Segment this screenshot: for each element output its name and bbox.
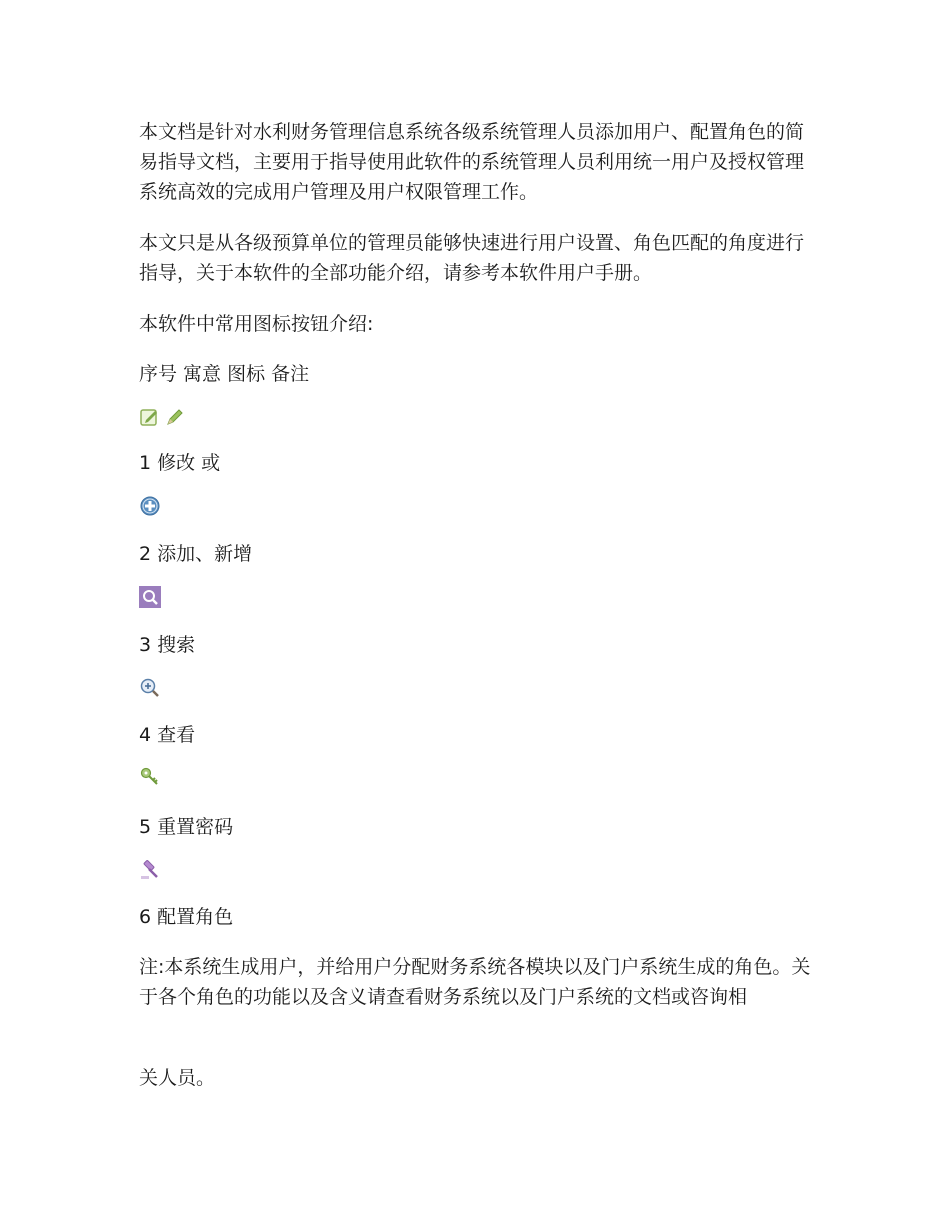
- add-circle-icon: [139, 495, 161, 517]
- intro-paragraph-1: 本文档是针对水利财务管理信息系统各级系统管理人员添加用户、配置角色的简易指导文档，主要用于指导使用此软件的系统管理人员利用统一用户及授权管理系统高效的完成用户管理及用户权限管理工作。: [139, 121, 805, 203]
- icon-row-6: [139, 858, 161, 882]
- gavel-icon: [139, 859, 161, 881]
- intro-paragraph-2: 本文只是从各级预算单位的管理员能够快速进行用户设置、角色匹配的角度进行指导，关于本软件的全部功能介绍，请参考本软件用户手册。: [139, 232, 805, 284]
- icon-row-2: [139, 494, 161, 518]
- icon-label-5: 5 重置密码: [139, 816, 234, 838]
- search-icon: [139, 586, 161, 608]
- pencil-icon: [164, 406, 186, 428]
- intro-paragraph-3: 本软件中常用图标按钮介绍:: [139, 313, 374, 335]
- icon-label-1: 1 修改 或: [139, 452, 221, 474]
- zoom-in-icon: [139, 677, 161, 699]
- icon-label-3: 3 搜索: [139, 634, 196, 656]
- icon-label-6: 6 配置角色: [139, 906, 234, 928]
- icon-row-1: [139, 405, 186, 429]
- icon-row-4: [139, 676, 161, 700]
- icon-row-5: [139, 765, 161, 789]
- icon-row-3: [139, 585, 161, 609]
- note-paragraph-2: 关人员。: [139, 1067, 216, 1089]
- edit-icon: [139, 406, 161, 428]
- table-header: 序号 寓意 图标 备注: [139, 363, 310, 385]
- icon-label-4: 4 查看: [139, 724, 196, 746]
- key-icon: [139, 766, 161, 788]
- icon-label-2: 2 添加、新增: [139, 543, 253, 565]
- note-paragraph-1: 注:本系统生成用户，并给用户分配财务系统各模块以及门户系统生成的角色。关于各个角色的功能以及含义请查看财务系统以及门户系统的文档或咨询相: [139, 956, 811, 1008]
